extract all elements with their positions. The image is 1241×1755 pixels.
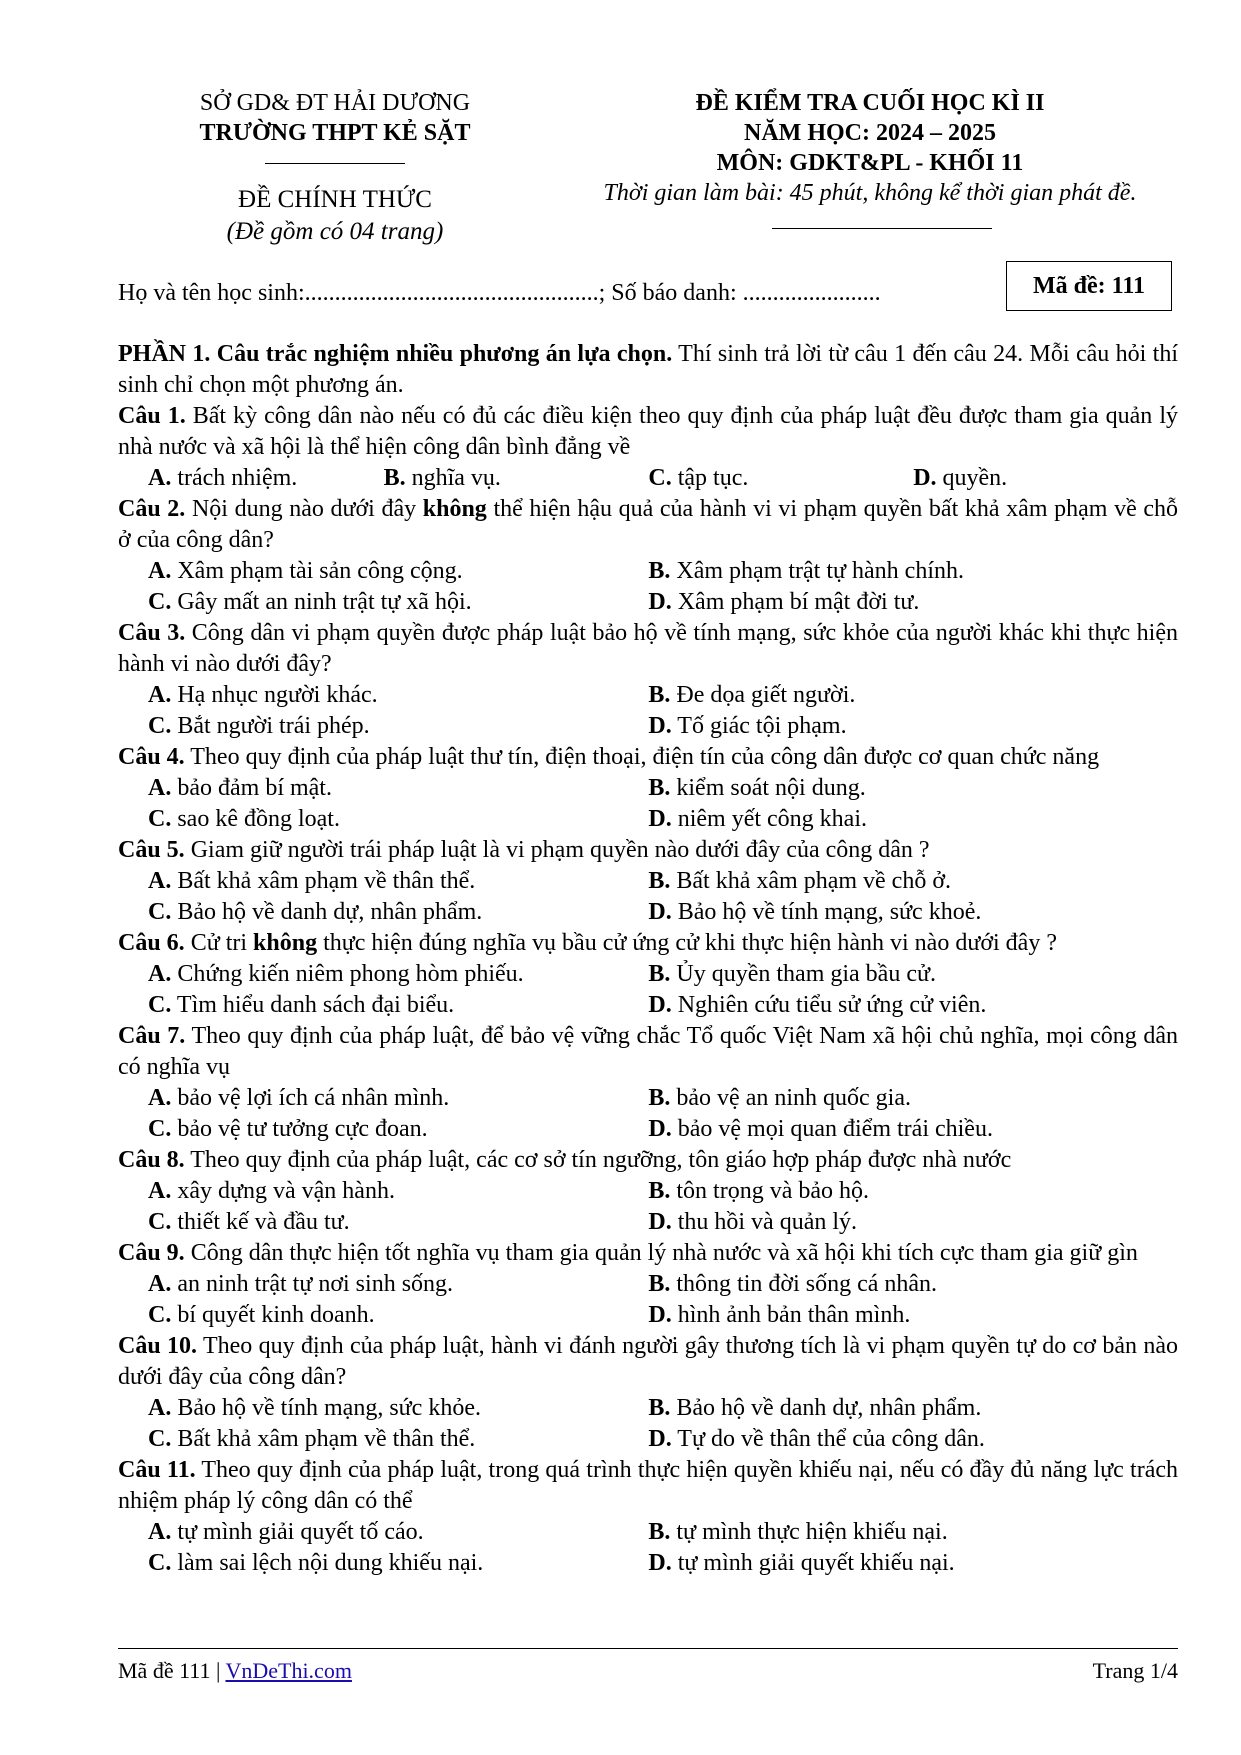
exam-code-box: Mã đề: 111 — [1006, 261, 1172, 311]
option-label: D. — [913, 465, 937, 491]
option-label: D. — [648, 1116, 672, 1142]
option-a — [118, 866, 648, 897]
option-a — [118, 1083, 648, 1114]
option-c — [118, 990, 648, 1021]
option-d — [648, 711, 1178, 742]
options-row — [118, 680, 1178, 711]
option-text: quyền. — [936, 465, 1008, 491]
option-label: D. — [648, 1209, 672, 1235]
option-d — [648, 1300, 1178, 1331]
option-d — [648, 587, 1178, 618]
department-name: SỞ GD& ĐT HẢI DƯƠNG — [199, 90, 471, 116]
option-c — [118, 1424, 648, 1455]
header-divider-left — [265, 163, 405, 164]
options-row — [118, 463, 1178, 494]
option-label: A. — [148, 465, 172, 491]
option-text: hình ảnh bản thân mình. — [671, 1302, 911, 1328]
question-text: Theo quy định của pháp luật, trong quá trình thực hiện quyền khiếu nại, nếu có đầy đủ năng lực trách nhiệm pháp lý công dân có thể — [118, 1457, 1178, 1514]
option-label: A. — [148, 1271, 172, 1297]
option-text: Bảo hộ về danh dự, nhân phẩm. — [171, 899, 483, 925]
option-text: bảo đảm bí mật. — [171, 775, 332, 801]
options-row — [118, 1424, 1178, 1455]
option-label: A. — [148, 558, 172, 584]
option-a — [118, 773, 648, 804]
question-9 — [118, 1238, 1178, 1269]
question-7 — [118, 1021, 1178, 1083]
question-number: Câu 2. — [118, 496, 186, 522]
option-text: Hạ nhục người khác. — [171, 682, 378, 708]
header-right — [560, 88, 1180, 208]
footer-code — [118, 1658, 352, 1684]
question-text: Bất kỳ công dân nào nếu có đủ các điều kiện theo quy định của pháp luật đều được tham gia quản lý nhà nước và xã hội là thể hiện công dân bình đẳng về — [118, 403, 1178, 460]
question-2 — [118, 494, 1178, 556]
school-name: TRƯỜNG THPT KẺ SẶT — [199, 120, 471, 146]
options-row — [118, 1114, 1178, 1145]
options-row — [118, 587, 1178, 618]
option-b — [648, 1269, 1178, 1300]
option-text: tập tục. — [671, 465, 749, 491]
options-row — [118, 1548, 1178, 1579]
option-text: Tìm hiểu danh sách đại biểu. — [171, 992, 455, 1018]
question-number: Câu 11. — [118, 1457, 196, 1483]
option-text: Bất khả xâm phạm về chỗ ở. — [670, 868, 952, 894]
option-label: B. — [648, 961, 671, 987]
question-3 — [118, 618, 1178, 680]
option-text: Bảo hộ về tính mạng, sức khỏe. — [171, 1395, 481, 1421]
option-label: A. — [148, 868, 172, 894]
options-row — [118, 1269, 1178, 1300]
option-label: C. — [148, 1426, 172, 1452]
option-text: tự mình giải quyết khiếu nại. — [671, 1550, 955, 1576]
option-text: tôn trọng và bảo hộ. — [670, 1178, 870, 1204]
option-text: xây dựng và vận hành. — [171, 1178, 395, 1204]
option-label: A. — [148, 1519, 172, 1545]
option-label: D. — [648, 713, 672, 739]
option-label: C. — [148, 992, 172, 1018]
option-a — [118, 556, 648, 587]
option-text: Chứng kiến niêm phong hòm phiếu. — [171, 961, 524, 987]
option-d — [648, 1114, 1178, 1145]
option-text: bảo vệ mọi quan điểm trái chiều. — [671, 1116, 993, 1142]
option-label: D. — [648, 806, 672, 832]
question-number: Câu 8. — [118, 1147, 185, 1173]
option-c — [118, 1548, 648, 1579]
option-c — [118, 1207, 648, 1238]
question-10 — [118, 1331, 1178, 1393]
option-a — [118, 959, 648, 990]
question-text-rest: thể hiện hậu quả của hành vi vi phạm quyền bất khả xâm phạm về chỗ ở của công dân? — [118, 496, 1178, 553]
option-text: Xâm phạm tài sản công cộng. — [171, 558, 463, 584]
question-1 — [118, 401, 1178, 463]
question-11 — [118, 1455, 1178, 1517]
options-row — [118, 711, 1178, 742]
option-label: B. — [648, 1395, 671, 1421]
options-row — [118, 1083, 1178, 1114]
option-a — [118, 680, 648, 711]
option-a — [118, 463, 384, 494]
option-c — [648, 463, 913, 494]
options-row — [118, 959, 1178, 990]
option-label: C. — [148, 806, 172, 832]
question-text: Theo quy định của pháp luật, hành vi đánh người gây thương tích là vi phạm quyền tự do cơ bản nào dưới đây của công dân? — [118, 1333, 1179, 1390]
part1-title: PHẦN 1. Câu trắc nghiệm nhiều phương án lựa chọn. — [118, 341, 673, 367]
question-number: Câu 3. — [118, 620, 186, 646]
option-text: Bảo hộ về tính mạng, sức khoẻ. — [671, 899, 982, 925]
options-row — [118, 1393, 1178, 1424]
option-label: B. — [648, 1178, 671, 1204]
option-label: D. — [648, 589, 672, 615]
time-note: Thời gian làm bài: 45 phút, không kể thời gian phát đề. — [603, 180, 1137, 206]
option-b — [648, 1517, 1178, 1548]
question-number: Câu 6. — [118, 930, 185, 956]
question-number: Câu 9. — [118, 1240, 185, 1266]
option-label: D. — [648, 1426, 672, 1452]
question-emphasis: không — [253, 930, 318, 956]
option-label: B. — [648, 1271, 671, 1297]
option-b — [384, 463, 649, 494]
question-text-rest: thực hiện đúng nghĩa vụ bầu cử ứng cử khi thực hiện hành vi nào dưới đây ? — [317, 930, 1057, 956]
options-row — [118, 866, 1178, 897]
options-row — [118, 556, 1178, 587]
option-d — [648, 1424, 1178, 1455]
option-c — [118, 1114, 648, 1145]
option-d — [648, 1548, 1178, 1579]
exam-body — [118, 339, 1178, 1579]
option-d — [913, 463, 1178, 494]
option-label: D. — [648, 899, 672, 925]
option-text: thiết kế và đầu tư. — [171, 1209, 350, 1235]
option-text: niêm yết công khai. — [671, 806, 867, 832]
option-b — [648, 773, 1178, 804]
option-text: nghĩa vụ. — [405, 465, 501, 491]
option-label: D. — [648, 992, 672, 1018]
option-text: Tố giác tội phạm. — [671, 713, 847, 739]
official-label: ĐỀ CHÍNH THỨC — [238, 186, 432, 213]
option-d — [648, 990, 1178, 1021]
option-label: C. — [148, 1302, 172, 1328]
option-text: bí quyết kinh doanh. — [171, 1302, 375, 1328]
question-text: Giam giữ người trái pháp luật là vi phạm quyền nào dưới đây của công dân ? — [184, 837, 930, 863]
option-text: Bất khả xâm phạm về thân thể. — [171, 868, 476, 894]
option-text: Gây mất an ninh trật tự xã hội. — [171, 589, 472, 615]
option-text: tự mình giải quyết tố cáo. — [171, 1519, 424, 1545]
option-label: B. — [648, 682, 671, 708]
option-c — [118, 1300, 648, 1331]
question-number: Câu 4. — [118, 744, 185, 770]
options-row — [118, 897, 1178, 928]
question-6 — [118, 928, 1178, 959]
question-text: Theo quy định của pháp luật thư tín, điện thoại, điện tín của công dân được cơ quan chức năng — [184, 744, 1100, 770]
option-text: tự mình thực hiện khiếu nại. — [670, 1519, 948, 1545]
question-text: Nội dung nào dưới đây — [185, 496, 423, 522]
option-c — [118, 897, 648, 928]
option-text: bảo vệ tư tưởng cực đoan. — [171, 1116, 428, 1142]
footer-code-text: Mã đề 111 | — [118, 1658, 226, 1683]
option-text: Xâm phạm bí mật đời tư. — [671, 589, 920, 615]
option-b — [648, 1393, 1178, 1424]
option-label: A. — [148, 682, 172, 708]
option-text: Xâm phạm trật tự hành chính. — [670, 558, 964, 584]
options-row — [118, 1300, 1178, 1331]
question-number: Câu 7. — [118, 1023, 186, 1049]
question-text: Cử tri — [184, 930, 254, 956]
options-row — [118, 773, 1178, 804]
option-text: Nghiên cứu tiểu sử ứng cử viên. — [671, 992, 987, 1018]
option-d — [648, 804, 1178, 835]
question-number: Câu 1. — [118, 403, 186, 429]
option-label: B. — [383, 465, 406, 491]
header-divider-right — [772, 228, 992, 229]
option-text: Đe dọa giết người. — [670, 682, 856, 708]
option-text: Tự do về thân thể của công dân. — [671, 1426, 985, 1452]
header-left — [150, 88, 520, 148]
option-label: A. — [148, 961, 172, 987]
footer-page-number: Trang 1/4 — [1092, 1658, 1178, 1683]
footer-divider — [118, 1648, 1178, 1649]
option-label: A. — [148, 775, 172, 801]
options-row — [118, 1176, 1178, 1207]
option-text: sao kê đồng loạt. — [171, 806, 340, 832]
question-text: Theo quy định của pháp luật, các cơ sở tín ngưỡng, tôn giáo hợp pháp được nhà nước — [184, 1147, 1012, 1173]
question-emphasis: không — [422, 496, 487, 522]
option-d — [648, 1207, 1178, 1238]
question-text: Công dân vi phạm quyền được pháp luật bảo hộ về tính mạng, sức khỏe của người khác khi thực hiện hành vi nào dưới đây? — [118, 620, 1178, 677]
question-8 — [118, 1145, 1178, 1176]
option-label: D. — [648, 1302, 672, 1328]
option-label: C. — [648, 465, 672, 491]
option-text: Ủy quyền tham gia bầu cử. — [670, 961, 936, 987]
option-text: an ninh trật tự nơi sinh sống. — [171, 1271, 454, 1297]
option-a — [118, 1269, 648, 1300]
option-text: thu hồi và quản lý. — [671, 1209, 858, 1235]
option-label: D. — [648, 1550, 672, 1576]
part1-heading — [118, 339, 1178, 401]
option-label: A. — [148, 1085, 172, 1111]
question-number: Câu 10. — [118, 1333, 198, 1359]
option-label: C. — [148, 1209, 172, 1235]
option-label: B. — [648, 775, 671, 801]
option-label: C. — [148, 713, 172, 739]
pages-note: (Đề gồm có 04 trang) — [226, 218, 444, 245]
option-text: kiểm soát nội dung. — [670, 775, 866, 801]
exam-title: ĐỀ KIỂM TRA CUỐI HỌC KÌ II — [695, 90, 1045, 116]
option-text: Bảo hộ về danh dự, nhân phẩm. — [670, 1395, 982, 1421]
option-b — [648, 680, 1178, 711]
option-c — [118, 587, 648, 618]
official-block — [150, 184, 520, 248]
school-year: NĂM HỌC: 2024 – 2025 — [744, 120, 996, 146]
option-label: B. — [648, 558, 671, 584]
option-label: C. — [148, 589, 172, 615]
question-5 — [118, 835, 1178, 866]
option-label: C. — [148, 1116, 172, 1142]
options-row — [118, 990, 1178, 1021]
option-b — [648, 866, 1178, 897]
option-text: bảo vệ an ninh quốc gia. — [670, 1085, 911, 1111]
option-a — [118, 1517, 648, 1548]
option-c — [118, 804, 648, 835]
option-b — [648, 1083, 1178, 1114]
option-a — [118, 1393, 648, 1424]
option-text: trách nhiệm. — [171, 465, 298, 491]
option-c — [118, 711, 648, 742]
question-number: Câu 5. — [118, 837, 185, 863]
subject: MÔN: GDKT&PL - KHỐI 11 — [716, 150, 1024, 176]
option-text: bảo vệ lợi ích cá nhân mình. — [171, 1085, 450, 1111]
question-text: Công dân thực hiện tốt nghĩa vụ tham gia quản lý nhà nước và xã hội khi tích cực tham gia giữ gìn — [184, 1240, 1138, 1266]
option-label: C. — [148, 1550, 172, 1576]
part1-instruction: Thí sinh trả lời từ câu 1 đến câu 24. Mỗi câu hỏi thí sinh chỉ chọn một phương án. — [118, 341, 1178, 398]
student-info-line: Họ và tên học sinh:.................................................; Số báo danh: ....................... — [118, 280, 881, 306]
option-label: B. — [648, 1085, 671, 1111]
option-label: A. — [148, 1395, 172, 1421]
option-b — [648, 959, 1178, 990]
options-row — [118, 1207, 1178, 1238]
option-a — [118, 1176, 648, 1207]
question-4 — [118, 742, 1178, 773]
option-text: làm sai lệch nội dung khiếu nại. — [171, 1550, 484, 1576]
option-label: C. — [148, 899, 172, 925]
option-label: B. — [648, 868, 671, 894]
option-d — [648, 897, 1178, 928]
option-text: Bất khả xâm phạm về thân thể. — [171, 1426, 476, 1452]
option-text: thông tin đời sống cá nhân. — [670, 1271, 938, 1297]
option-label: B. — [648, 1519, 671, 1545]
question-text: Theo quy định của pháp luật, để bảo vệ vững chắc Tổ quốc Việt Nam xã hội chủ nghĩa, mọi công dân có nghĩa vụ — [118, 1023, 1178, 1080]
option-text: Bắt người trái phép. — [171, 713, 370, 739]
footer-site-link[interactable]: VnDeThi.com — [225, 1658, 352, 1683]
options-row — [118, 1517, 1178, 1548]
options-row — [118, 804, 1178, 835]
option-b — [648, 1176, 1178, 1207]
option-b — [648, 556, 1178, 587]
option-label: A. — [148, 1178, 172, 1204]
